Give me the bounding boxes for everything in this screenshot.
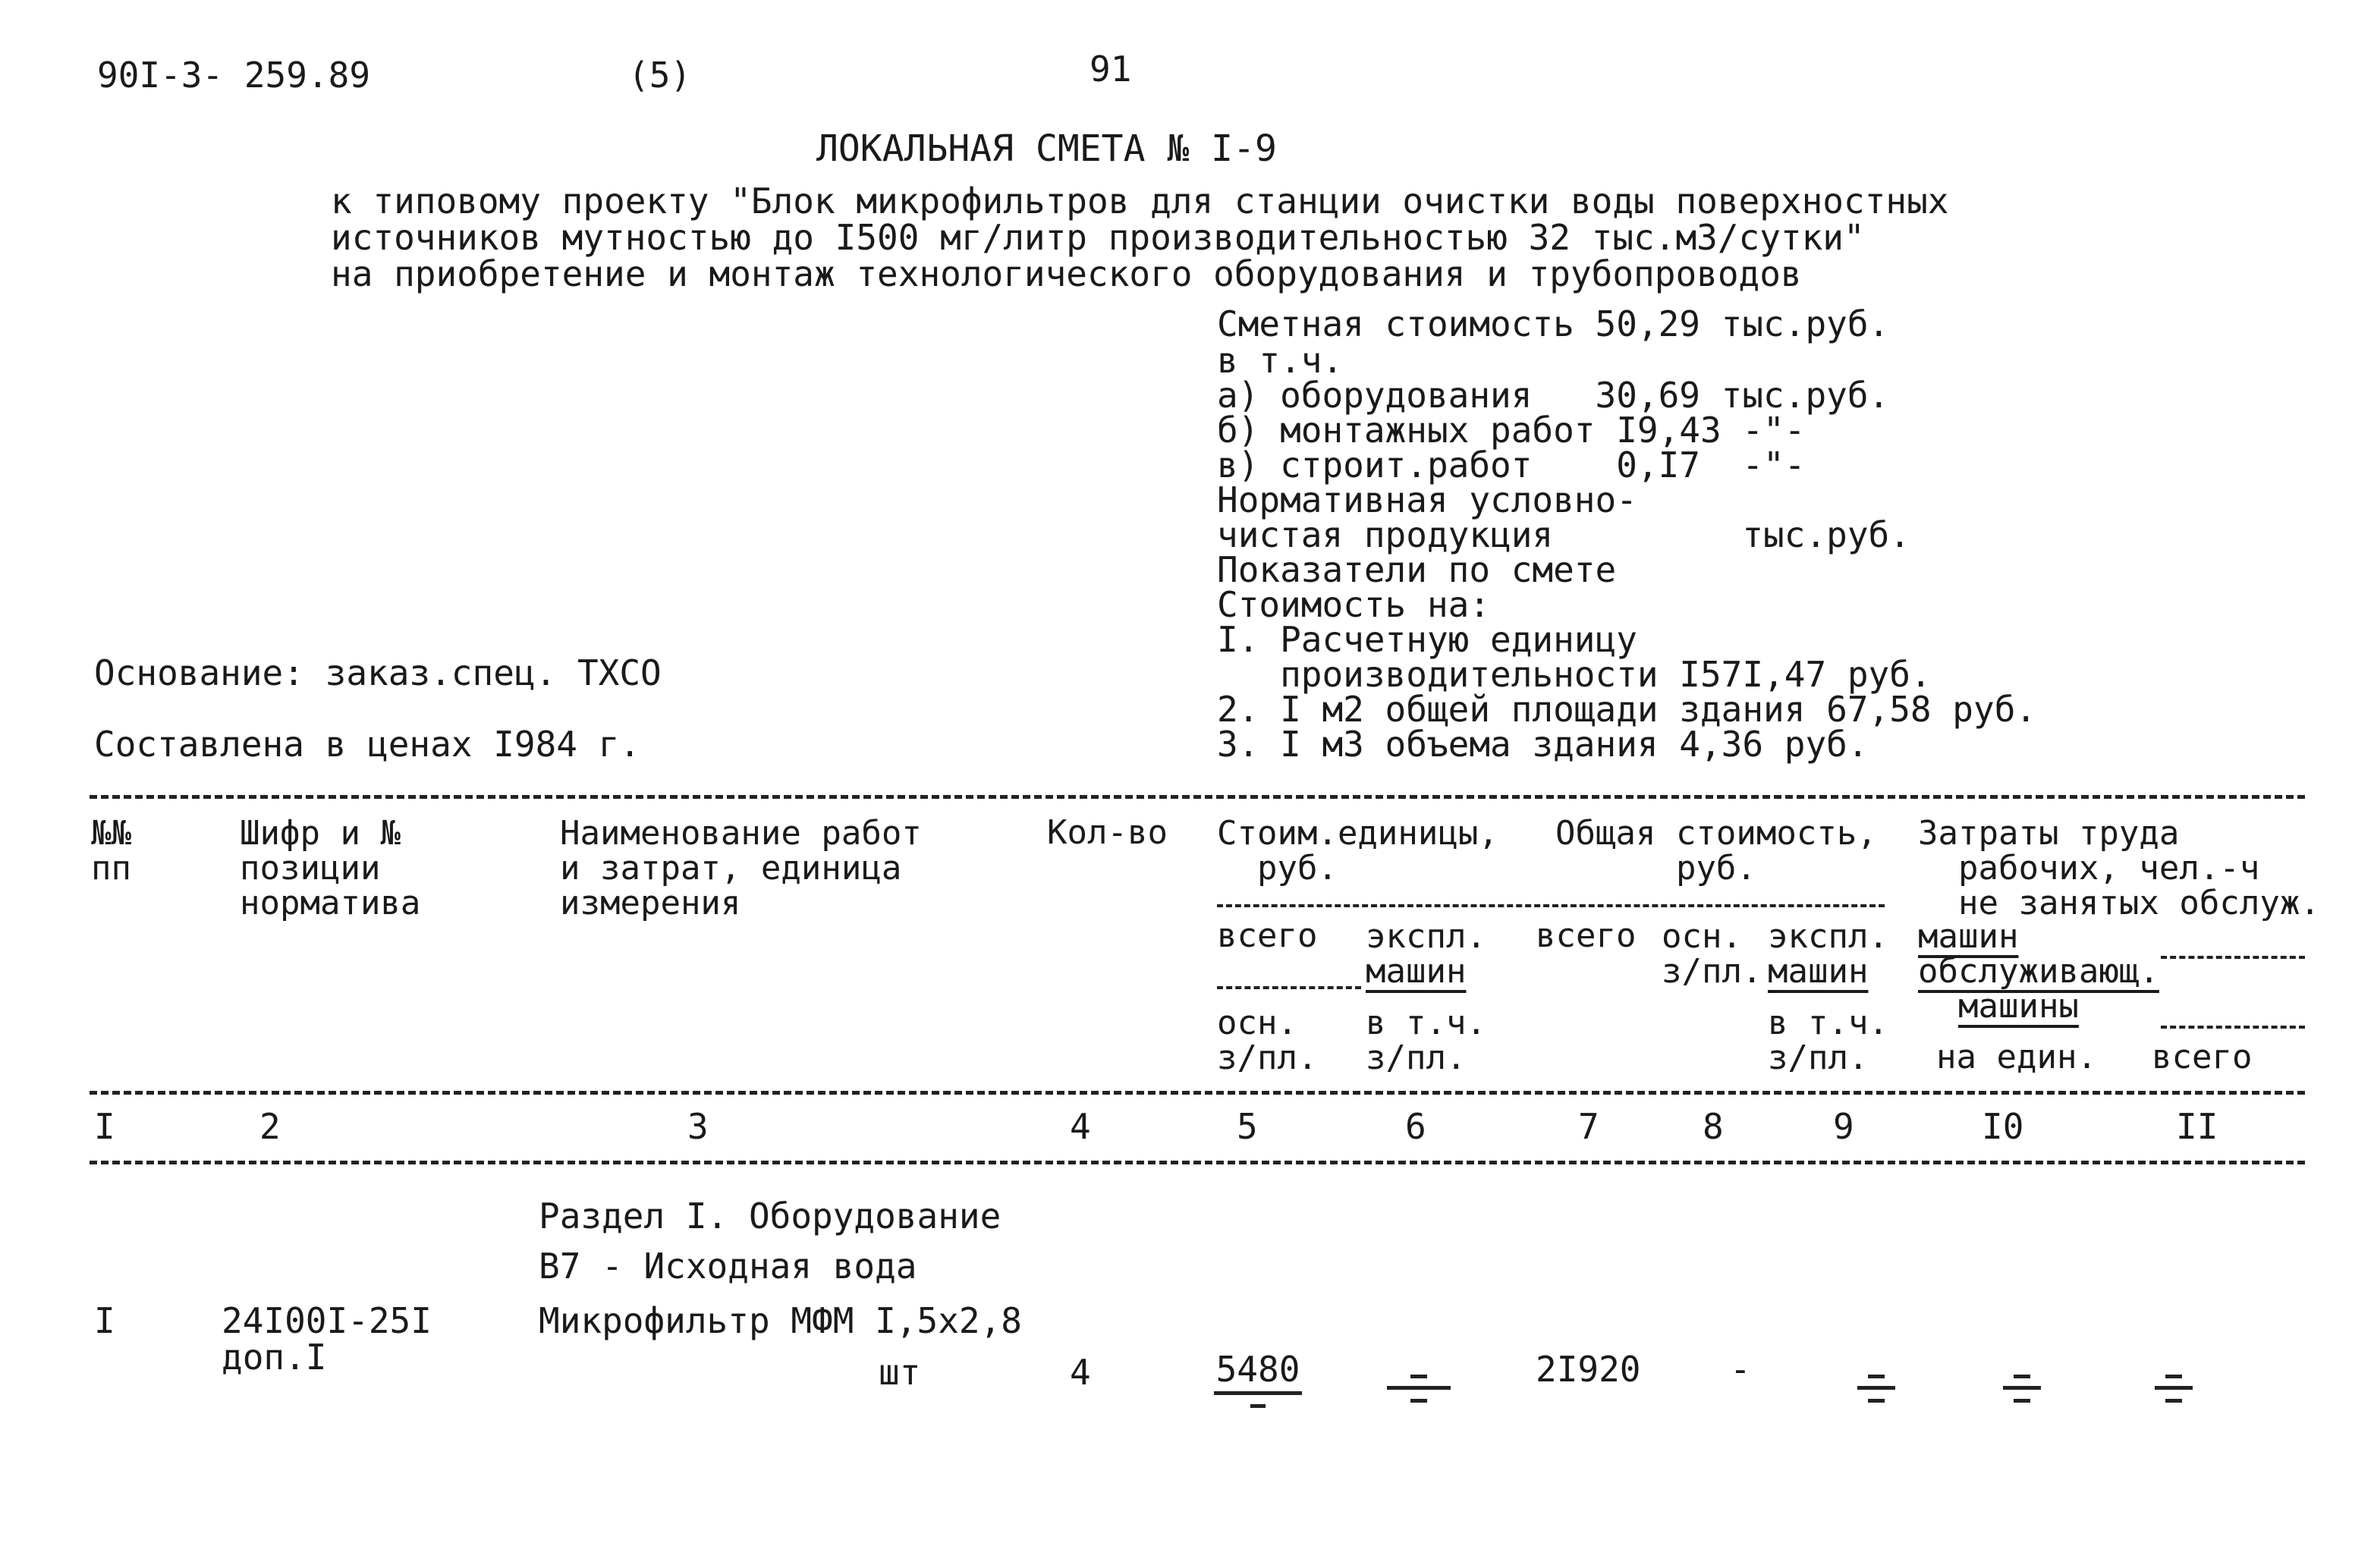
header-sub-ekspl: экспл. машин: [1366, 917, 1486, 991]
column-number: II: [2176, 1106, 2218, 1147]
column-number: I: [94, 1106, 115, 1147]
header-sub-total: всего: [1217, 916, 1318, 955]
section-subtitle: В7 - Исходная вода: [539, 1246, 917, 1287]
row-total-cost: 2I920: [1536, 1349, 1641, 1390]
header-col-num: №№ пп: [91, 814, 131, 888]
basis-line: Основание: заказ.спец. ТХСО: [94, 652, 662, 693]
summary-line: производительности I57I,47 руб.: [1217, 654, 1932, 695]
prices-line: Составлена в ценах I984 г.: [94, 724, 641, 765]
fraction-denominator-dash: [1868, 1399, 1885, 1403]
header-sub-osn-8: осн. з/пл.: [1662, 917, 1762, 991]
subtitle-line-1: к типовому проекту "Блок микрофильтров для станции очистки воды поверхностных: [331, 181, 1949, 222]
summary-line: в) строит.работ 0,I7 -"-: [1217, 445, 1806, 485]
fraction-numerator-dash: [1868, 1375, 1885, 1378]
summary-line: I. Расчетную единицу: [1217, 619, 1637, 660]
row-unit-cost-value: 5480: [1215, 1349, 1300, 1390]
row-unit: шт: [879, 1352, 921, 1393]
row-labor-total: [2155, 1365, 2193, 1403]
header-sub-osn-5: осн. з/пл.: [1217, 1004, 1318, 1077]
fraction-denominator-dash: [2165, 1399, 2182, 1403]
column-numbers-bottom-rule: [90, 1161, 2305, 1164]
header-sub-per-unit: на един.: [1936, 1038, 2097, 1076]
fraction-denominator-dash: [1410, 1399, 1427, 1403]
row-labor-per-unit: [2003, 1365, 2041, 1403]
fraction-numerator-dash: [2165, 1375, 2182, 1378]
column-number: 7: [1578, 1106, 1599, 1147]
row-code: 24I00I-25I: [222, 1300, 432, 1341]
fraction-bar: [1387, 1386, 1451, 1390]
summary-line: в т.ч.: [1217, 340, 1344, 381]
header-inner-rule: [1217, 904, 1885, 907]
summary-line: 3. I м3 объема здания 4,36 руб.: [1217, 724, 1869, 765]
row-name: Микрофильтр МФМ I,5х2,8: [539, 1300, 1022, 1341]
row-qty: 4: [1070, 1352, 1091, 1393]
summary-line: б) монтажных работ I9,43 -"-: [1217, 410, 1806, 451]
fraction-bar: [1214, 1391, 1302, 1395]
row-base-wage: -: [1730, 1349, 1751, 1390]
summary-line: 2. I м2 общей площади здания 67,58 руб.: [1217, 689, 2037, 730]
column-number: 6: [1405, 1106, 1426, 1147]
fraction-bar: [2003, 1386, 2041, 1390]
header-sub-total-11: всего: [2152, 1038, 2253, 1076]
summary-line: Нормативная условно-: [1217, 479, 1637, 520]
header-sub-ekspl-9: экспл. машин: [1768, 917, 1888, 991]
row-unit-cost: [1214, 1349, 1302, 1408]
row-code-addendum: доп.I: [222, 1337, 327, 1378]
fraction-denominator-dash: [1250, 1404, 1266, 1408]
header-labor: Затраты труда рабочих, чел.-ч не занятых обслуж.: [1918, 814, 2320, 922]
header-col-code: Шифр и № позиции норматива: [240, 814, 421, 922]
column-number: 9: [1833, 1106, 1854, 1147]
subtitle-line-2: источников мутностью до I500 мг/литр производительностью 32 тыс.м3/сутки": [331, 217, 1865, 258]
fraction-bar: [2155, 1386, 2193, 1390]
document-code: 90I-3- 259.89: [97, 55, 371, 96]
table-top-rule: [90, 795, 2305, 799]
column-number: 3: [687, 1106, 709, 1147]
header-sub-mashin-10: машин обслуживающ. машины: [1918, 917, 2159, 1026]
header-unit-cost: Стоим.единицы, руб.: [1217, 814, 1498, 888]
header-sub-total-7: всего: [1536, 916, 1637, 955]
fraction-denominator-dash: [2014, 1399, 2030, 1403]
fraction-numerator-dash: [1410, 1375, 1427, 1378]
column-number: 2: [259, 1106, 281, 1147]
header-inner-rule: [2161, 1026, 2305, 1029]
sheet-reference: (5): [628, 55, 692, 96]
page-number: 91: [1090, 49, 1132, 90]
header-inner-rule: [2161, 956, 2305, 959]
column-number: 8: [1703, 1106, 1724, 1147]
header-sub-vtch-9: в т.ч. з/пл.: [1768, 1004, 1888, 1077]
column-number: I0: [1982, 1106, 2024, 1147]
estimate-title: ЛОКАЛЬНАЯ СМЕТА № I-9: [816, 127, 1277, 170]
column-number: 4: [1070, 1106, 1091, 1147]
summary-line: чистая продукция тыс.руб.: [1217, 514, 1910, 555]
header-col-name: Наименование работ и затрат, единица измерения: [560, 814, 922, 922]
row-machine-wage: [1857, 1365, 1895, 1403]
subtitle-line-3: на приобретение и монтаж технологического оборудования и трубопроводов: [331, 253, 1802, 294]
row-number: I: [94, 1300, 115, 1341]
row-machine-cost: [1387, 1365, 1451, 1403]
fraction-numerator-dash: [2014, 1375, 2030, 1378]
fraction-bar: [1857, 1386, 1895, 1390]
section-title: Раздел I. Оборудование: [539, 1196, 1001, 1236]
header-total-cost: Общая стоимость, руб.: [1555, 814, 1877, 888]
column-number: 5: [1237, 1106, 1258, 1147]
summary-line: а) оборудования 30,69 тыс.руб.: [1217, 375, 1890, 416]
header-sub-vtch-6: в т.ч. з/пл.: [1366, 1004, 1486, 1077]
header-col-qty: Кол-во: [1047, 813, 1168, 852]
summary-line: Стоимость на:: [1217, 584, 1491, 625]
header-bottom-rule: [90, 1091, 2305, 1095]
summary-line: Показатели по смете: [1217, 549, 1617, 590]
summary-line: Сметная стоимость 50,29 тыс.руб.: [1217, 303, 1890, 344]
header-inner-rule: [1217, 986, 1361, 989]
